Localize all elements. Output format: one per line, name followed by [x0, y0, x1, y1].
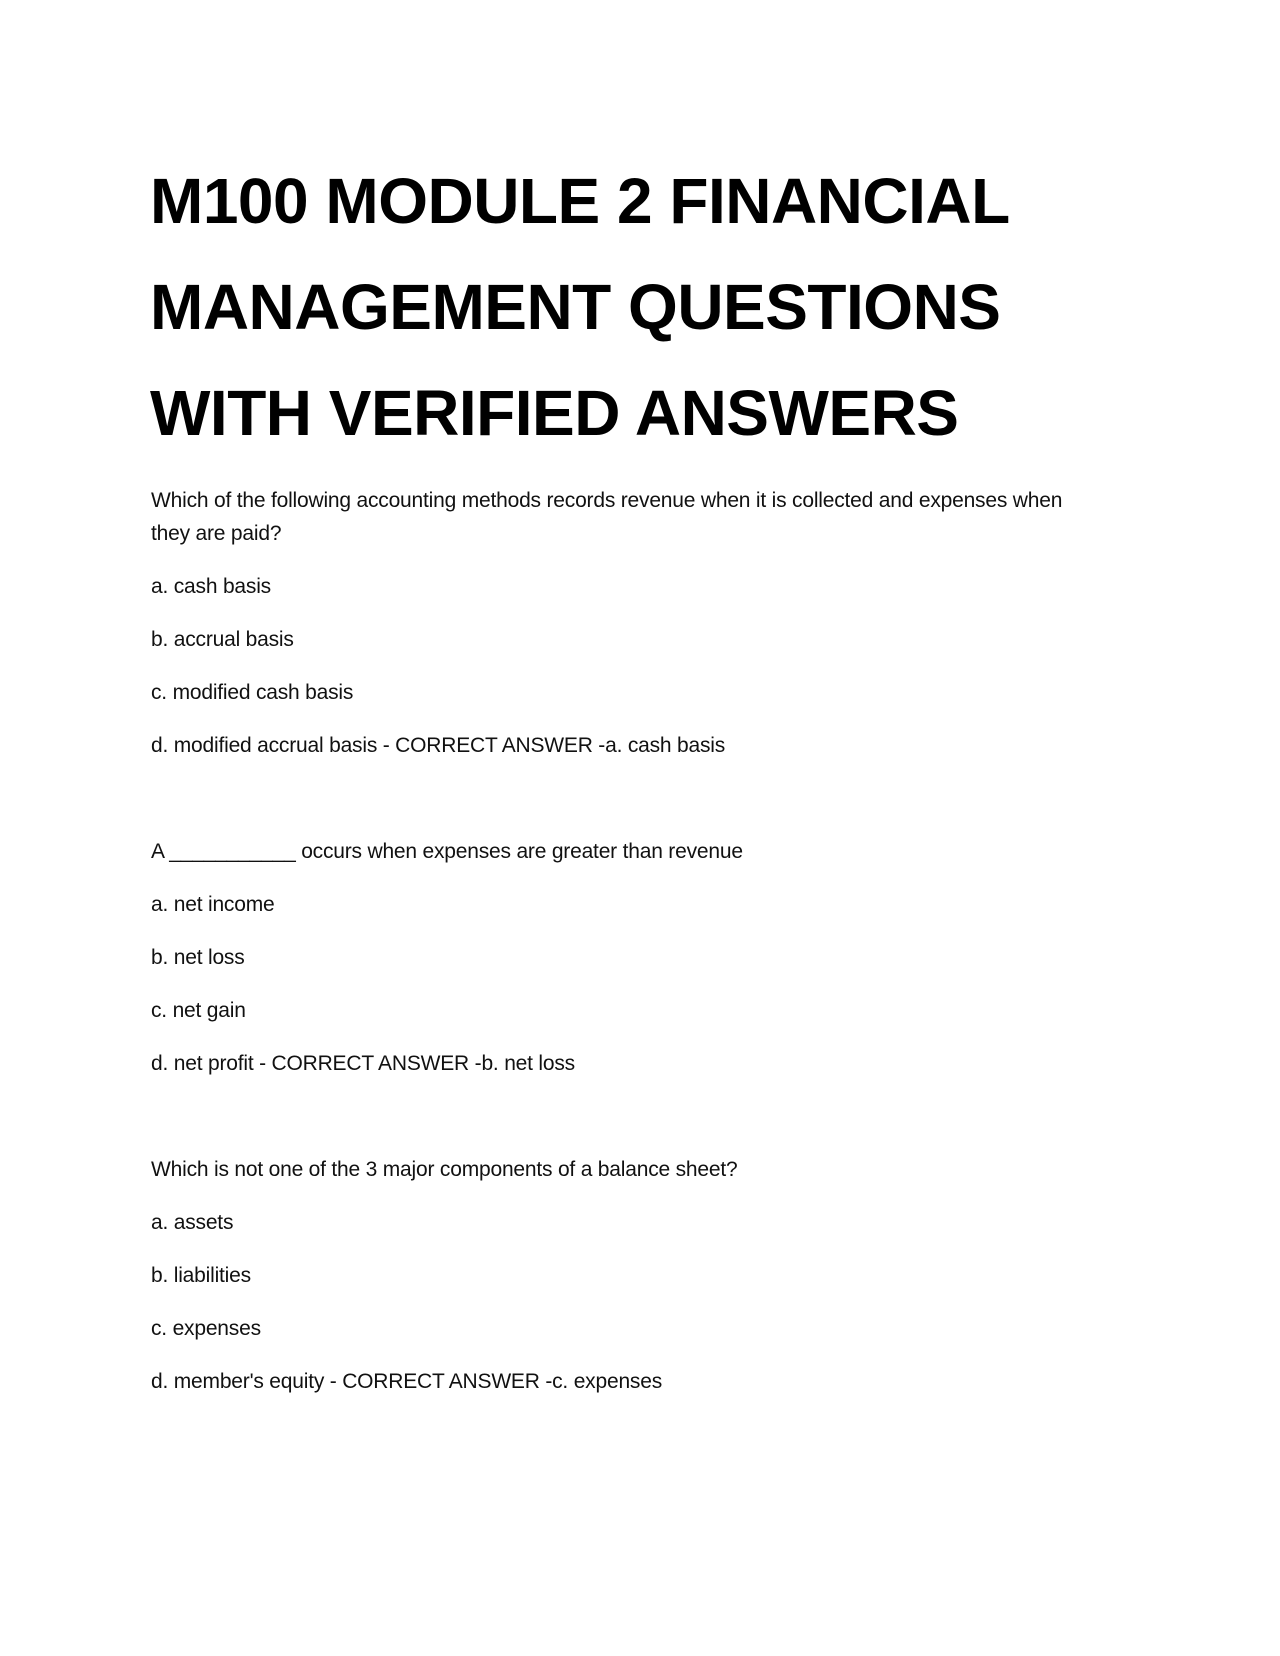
title-line-2: MANAGEMENT QUESTIONS: [150, 271, 1001, 343]
title-line-1: M100 MODULE 2 FINANCIAL: [150, 165, 1010, 237]
question-2-option-c: c. net gain: [151, 999, 246, 1022]
question-1-option-c: c. modified cash basis: [151, 681, 354, 704]
question-1-prompt-line-2: they are paid?: [151, 522, 282, 545]
question-2-option-a: a. net income: [151, 893, 275, 916]
question-3-option-b: b. liabilities: [151, 1264, 251, 1287]
question-1-option-a: a. cash basis: [151, 575, 271, 598]
question-3-prompt: Which is not one of the 3 major components of a balance sheet?: [151, 1158, 738, 1181]
question-1-prompt-line-1: Which of the following accounting methods records revenue when it is collected and expenses when: [151, 489, 1063, 512]
question-3-option-a: a. assets: [151, 1211, 234, 1234]
document-title: [150, 148, 1010, 466]
question-3-option-d-answer: d. member's equity - CORRECT ANSWER -c. expenses: [151, 1370, 663, 1393]
question-1-option-b: b. accrual basis: [151, 628, 294, 651]
question-3-option-c: c. expenses: [151, 1317, 261, 1340]
question-2-option-b: b. net loss: [151, 946, 245, 969]
title-line-3: WITH VERIFIED ANSWERS: [150, 377, 959, 449]
question-2-option-d-answer: d. net profit - CORRECT ANSWER -b. net loss: [151, 1052, 575, 1075]
question-1-option-d-answer: d. modified accrual basis - CORRECT ANSWER -a. cash basis: [151, 734, 726, 757]
question-2-prompt: A ___________ occurs when expenses are greater than revenue: [151, 840, 743, 863]
